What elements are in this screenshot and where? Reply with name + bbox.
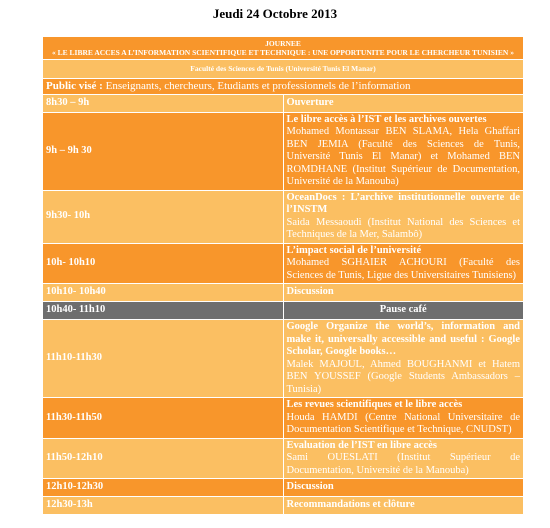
session-row — [43, 190, 524, 243]
session-row — [43, 438, 524, 479]
event-title: « LE LIBRE ACCES A L’INFORMATION SCIENTIFIQUE ET TECHNIQUE : UNE OPPORTUNITE POUR LE CHERCHEUR TUNISIEN » — [52, 48, 514, 57]
session-speakers: Saida Messaoudi (Institut National des Sciences et Techniques de la Mer, Salambô) — [286, 216, 520, 240]
session-title: Les revues scientifiques et le libre accès — [286, 399, 463, 410]
faculty-row — [43, 60, 524, 79]
audience-label: Public visé : — [46, 80, 103, 92]
session-row — [43, 112, 524, 190]
break-time: 10h40- 11h10 — [43, 302, 284, 320]
session-title: Evaluation de l’IST en libre accès — [286, 439, 437, 451]
session-row — [43, 94, 524, 112]
program-table — [42, 36, 524, 515]
event-title-cell — [43, 37, 524, 60]
session-title: Ouverture — [283, 94, 524, 112]
session-content — [283, 438, 524, 479]
session-title: OceanDocs : L’archive institutionnelle ouverte de l’INSTM — [286, 191, 520, 215]
session-speakers: Mohamed SGHAIER ACHOURI (Faculté des Sciences de Tunis, Ligue des Universitaires Tunisiens) — [286, 257, 520, 281]
session-title: Discussion — [283, 479, 524, 497]
session-row — [43, 320, 524, 398]
session-time: 10h- 10h10 — [43, 243, 284, 284]
session-time: 12h30-13h — [43, 497, 284, 515]
session-title: L’impact social de l’université — [286, 244, 422, 256]
session-time: 10h10- 10h40 — [43, 284, 284, 302]
audience-text: Enseignants, chercheurs, Etudiants et professionnels de l’information — [102, 80, 411, 92]
session-speakers: Malek MAJOUL, Ahmed BOUGHANMI et Hatem BEN YOUSSEF (Google Students Ambassadors – Tunisia) — [286, 358, 520, 395]
break-title: Pause café — [283, 302, 524, 320]
session-content — [283, 398, 524, 439]
session-time: 8h30 – 9h — [43, 94, 284, 112]
session-time: 9h – 9h 30 — [43, 112, 284, 190]
session-speakers: Houda HAMDI (Centre National Universitaire de Documentation Scientifique et Technique, CNUDST) — [286, 411, 520, 435]
session-time: 12h10-12h30 — [43, 479, 284, 497]
session-time: 11h50-12h10 — [43, 438, 284, 479]
session-content — [283, 190, 524, 243]
session-row — [43, 398, 524, 439]
session-row — [43, 243, 524, 284]
session-title: Recommandations et clôture — [283, 497, 524, 515]
audience-row — [43, 79, 524, 95]
audience-cell — [43, 79, 524, 95]
event-type: JOURNEE — [265, 39, 301, 48]
session-title: Google Organize the world’s, information and make it, universally accessible and useful : Google Scholar, Google books… — [286, 321, 520, 357]
session-title: Le libre accès à l’IST et les archives ouvertes — [286, 113, 487, 125]
session-content — [283, 243, 524, 284]
session-content — [283, 112, 524, 190]
date-heading: Jeudi 24 Octobre 2013 — [212, 6, 338, 21]
session-content — [283, 320, 524, 398]
faculty-name: Faculté des Sciences de Tunis (Université Tunis El Manar) — [43, 60, 524, 79]
session-time: 11h30-11h50 — [43, 398, 284, 439]
session-row — [43, 497, 524, 515]
session-title: Discussion — [283, 284, 524, 302]
title-row — [43, 37, 524, 60]
session-row — [43, 479, 524, 497]
break-row — [43, 302, 524, 320]
session-speakers: Mohamed Montassar BEN SLAMA, Hela Ghaffari BEN JEMIA (Faculté des Sciences de Tunis, Université Tunis El Manar) et Mohamed BEN ROMDHANE (Institut Supérieur de Documentation, Université de la Manouba) — [286, 126, 520, 187]
session-time: 11h10-11h30 — [43, 320, 284, 398]
session-time: 9h30- 10h — [43, 190, 284, 243]
session-speakers: Sami OUESLATI (Institut Supérieur de Documentation, Université de la Manouba) — [286, 452, 520, 476]
session-row — [43, 284, 524, 302]
